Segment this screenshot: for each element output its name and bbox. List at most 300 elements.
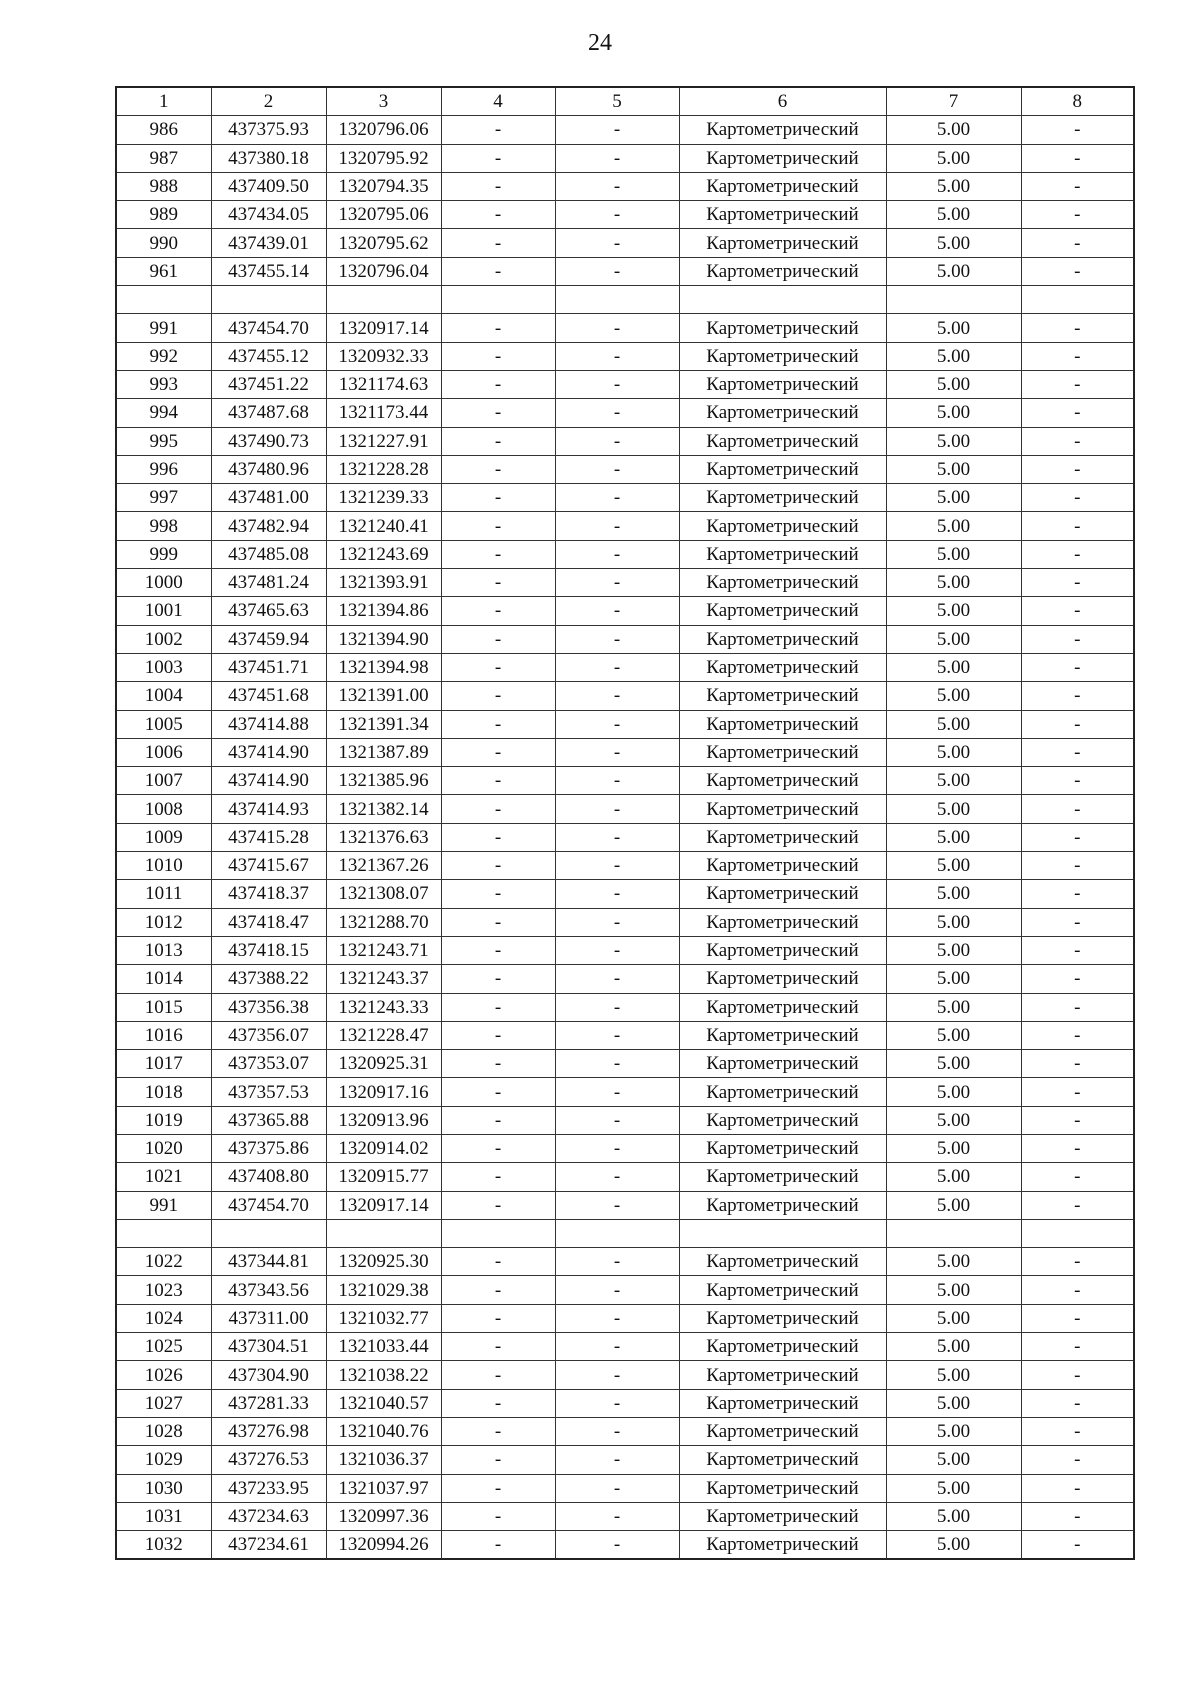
col5-cell: - xyxy=(555,1474,679,1502)
col5-cell: - xyxy=(555,653,679,681)
col8-cell xyxy=(1021,286,1134,314)
col4-cell: - xyxy=(441,653,555,681)
table-row xyxy=(116,342,1134,370)
x-coordinate-cell: 437276.53 xyxy=(211,1446,326,1474)
col8-cell: - xyxy=(1021,314,1134,342)
col5-cell xyxy=(555,286,679,314)
col8-cell: - xyxy=(1021,229,1134,257)
column-header-8: 8 xyxy=(1021,87,1134,116)
col4-cell: - xyxy=(441,314,555,342)
col4-cell: - xyxy=(441,569,555,597)
point-number-cell: 1005 xyxy=(116,710,211,738)
col8-cell: - xyxy=(1021,1361,1134,1389)
y-coordinate-cell: 1321173.44 xyxy=(326,399,441,427)
point-number-cell: 997 xyxy=(116,484,211,512)
col4-cell: - xyxy=(441,1134,555,1162)
y-coordinate-cell xyxy=(326,286,441,314)
table-row xyxy=(116,257,1134,285)
x-coordinate-cell: 437459.94 xyxy=(211,625,326,653)
col4-cell: - xyxy=(441,370,555,398)
col4-cell: - xyxy=(441,625,555,653)
accuracy-cell: 5.00 xyxy=(886,936,1021,964)
col5-cell: - xyxy=(555,1021,679,1049)
y-coordinate-cell: 1321308.07 xyxy=(326,880,441,908)
method-cell: Картометрический xyxy=(679,1276,886,1304)
table-row xyxy=(116,1333,1134,1361)
y-coordinate-cell: 1321394.90 xyxy=(326,625,441,653)
col8-cell: - xyxy=(1021,1389,1134,1417)
col4-cell: - xyxy=(441,455,555,483)
col4-cell: - xyxy=(441,880,555,908)
point-number-cell: 993 xyxy=(116,370,211,398)
point-number-cell: 1030 xyxy=(116,1474,211,1502)
table-row xyxy=(116,1531,1134,1560)
col8-cell: - xyxy=(1021,1446,1134,1474)
col4-cell: - xyxy=(441,908,555,936)
y-coordinate-cell: 1321391.34 xyxy=(326,710,441,738)
col4-cell: - xyxy=(441,1050,555,1078)
table-row xyxy=(116,908,1134,936)
x-coordinate-cell: 437388.22 xyxy=(211,965,326,993)
col5-cell: - xyxy=(555,172,679,200)
col8-cell: - xyxy=(1021,512,1134,540)
col4-cell: - xyxy=(441,1333,555,1361)
y-coordinate-cell: 1321385.96 xyxy=(326,767,441,795)
point-number-cell: 1013 xyxy=(116,936,211,964)
y-coordinate-cell: 1321243.37 xyxy=(326,965,441,993)
method-cell: Картометрический xyxy=(679,625,886,653)
col8-cell: - xyxy=(1021,880,1134,908)
accuracy-cell: 5.00 xyxy=(886,682,1021,710)
table-row xyxy=(116,795,1134,823)
method-cell: Картометрический xyxy=(679,936,886,964)
col4-cell xyxy=(441,286,555,314)
accuracy-cell: 5.00 xyxy=(886,314,1021,342)
point-number-cell: 990 xyxy=(116,229,211,257)
point-number-cell: 1017 xyxy=(116,1050,211,1078)
col4-cell: - xyxy=(441,1361,555,1389)
y-coordinate-cell: 1321029.38 xyxy=(326,1276,441,1304)
method-cell: Картометрический xyxy=(679,569,886,597)
col8-cell: - xyxy=(1021,172,1134,200)
accuracy-cell: 5.00 xyxy=(886,767,1021,795)
point-number-cell: 988 xyxy=(116,172,211,200)
col8-cell xyxy=(1021,1219,1134,1247)
point-number-cell: 1032 xyxy=(116,1531,211,1560)
x-coordinate-cell: 437380.18 xyxy=(211,144,326,172)
accuracy-cell: 5.00 xyxy=(886,993,1021,1021)
method-cell: Картометрический xyxy=(679,484,886,512)
point-number-cell: 987 xyxy=(116,144,211,172)
table-row xyxy=(116,314,1134,342)
x-coordinate-cell: 437356.38 xyxy=(211,993,326,1021)
point-number-cell: 961 xyxy=(116,257,211,285)
x-coordinate-cell: 437356.07 xyxy=(211,1021,326,1049)
accuracy-cell: 5.00 xyxy=(886,1106,1021,1134)
point-number-cell: 1008 xyxy=(116,795,211,823)
col4-cell: - xyxy=(441,1474,555,1502)
col5-cell: - xyxy=(555,569,679,597)
table-row xyxy=(116,852,1134,880)
col4-cell: - xyxy=(441,823,555,851)
x-coordinate-cell: 437451.71 xyxy=(211,653,326,681)
table-row xyxy=(116,201,1134,229)
x-coordinate-cell: 437454.70 xyxy=(211,314,326,342)
col8-cell: - xyxy=(1021,257,1134,285)
x-coordinate-cell: 437415.28 xyxy=(211,823,326,851)
table-row xyxy=(116,1191,1134,1219)
col8-cell: - xyxy=(1021,201,1134,229)
point-number-cell: 1011 xyxy=(116,880,211,908)
point-number-cell: 994 xyxy=(116,399,211,427)
y-coordinate-cell: 1321040.57 xyxy=(326,1389,441,1417)
accuracy-cell: 5.00 xyxy=(886,116,1021,144)
col4-cell: - xyxy=(441,738,555,766)
col8-cell: - xyxy=(1021,710,1134,738)
table-row xyxy=(116,682,1134,710)
table-row xyxy=(116,1304,1134,1332)
col5-cell: - xyxy=(555,1050,679,1078)
col5-cell: - xyxy=(555,965,679,993)
col5-cell: - xyxy=(555,795,679,823)
y-coordinate-cell: 1320795.62 xyxy=(326,229,441,257)
x-coordinate-cell: 437455.12 xyxy=(211,342,326,370)
col4-cell: - xyxy=(441,427,555,455)
point-number-cell: 1002 xyxy=(116,625,211,653)
accuracy-cell: 5.00 xyxy=(886,144,1021,172)
column-header-6: 6 xyxy=(679,87,886,116)
table-row xyxy=(116,1361,1134,1389)
col5-cell: - xyxy=(555,1417,679,1445)
table-row xyxy=(116,1106,1134,1134)
method-cell: Картометрический xyxy=(679,1248,886,1276)
table-spacer-row xyxy=(116,286,1134,314)
col8-cell: - xyxy=(1021,342,1134,370)
method-cell: Картометрический xyxy=(679,540,886,568)
col5-cell: - xyxy=(555,597,679,625)
col8-cell: - xyxy=(1021,738,1134,766)
col8-cell: - xyxy=(1021,625,1134,653)
col4-cell: - xyxy=(441,1417,555,1445)
point-number-cell: 1019 xyxy=(116,1106,211,1134)
col8-cell: - xyxy=(1021,1333,1134,1361)
y-coordinate-cell: 1321394.86 xyxy=(326,597,441,625)
col4-cell: - xyxy=(441,936,555,964)
x-coordinate-cell: 437414.93 xyxy=(211,795,326,823)
accuracy-cell: 5.00 xyxy=(886,880,1021,908)
point-number-cell: 996 xyxy=(116,455,211,483)
table-row xyxy=(116,1050,1134,1078)
x-coordinate-cell: 437415.67 xyxy=(211,852,326,880)
point-number-cell: 1031 xyxy=(116,1502,211,1530)
col8-cell: - xyxy=(1021,1078,1134,1106)
method-cell: Картометрический xyxy=(679,172,886,200)
accuracy-cell: 5.00 xyxy=(886,1050,1021,1078)
x-coordinate-cell: 437418.47 xyxy=(211,908,326,936)
point-number-cell xyxy=(116,286,211,314)
accuracy-cell: 5.00 xyxy=(886,370,1021,398)
col5-cell: - xyxy=(555,512,679,540)
col4-cell xyxy=(441,1219,555,1247)
method-cell: Картометрический xyxy=(679,257,886,285)
table-spacer-row xyxy=(116,1219,1134,1247)
col5-cell: - xyxy=(555,257,679,285)
table-row xyxy=(116,625,1134,653)
table-row xyxy=(116,1389,1134,1417)
x-coordinate-cell: 437304.90 xyxy=(211,1361,326,1389)
accuracy-cell: 5.00 xyxy=(886,965,1021,993)
col5-cell: - xyxy=(555,823,679,851)
table-row xyxy=(116,399,1134,427)
col5-cell: - xyxy=(555,993,679,1021)
table-row xyxy=(116,1248,1134,1276)
method-cell: Картометрический xyxy=(679,229,886,257)
col8-cell: - xyxy=(1021,767,1134,795)
table-row xyxy=(116,484,1134,512)
col8-cell: - xyxy=(1021,682,1134,710)
table-row xyxy=(116,455,1134,483)
col8-cell: - xyxy=(1021,455,1134,483)
table-row xyxy=(116,229,1134,257)
col4-cell: - xyxy=(441,144,555,172)
method-cell: Картометрический xyxy=(679,908,886,936)
method-cell: Картометрический xyxy=(679,795,886,823)
point-number-cell: 991 xyxy=(116,314,211,342)
y-coordinate-cell: 1320914.02 xyxy=(326,1134,441,1162)
accuracy-cell: 5.00 xyxy=(886,1389,1021,1417)
y-coordinate-cell: 1321391.00 xyxy=(326,682,441,710)
col8-cell: - xyxy=(1021,399,1134,427)
col4-cell: - xyxy=(441,257,555,285)
y-coordinate-cell: 1321032.77 xyxy=(326,1304,441,1332)
accuracy-cell: 5.00 xyxy=(886,1134,1021,1162)
y-coordinate-cell: 1321243.33 xyxy=(326,993,441,1021)
col5-cell: - xyxy=(555,399,679,427)
col5-cell: - xyxy=(555,682,679,710)
column-header-1: 1 xyxy=(116,87,211,116)
table-row xyxy=(116,540,1134,568)
x-coordinate-cell xyxy=(211,286,326,314)
x-coordinate-cell: 437375.86 xyxy=(211,1134,326,1162)
col4-cell: - xyxy=(441,512,555,540)
table-header-row xyxy=(116,87,1134,116)
method-cell: Картометрический xyxy=(679,1502,886,1530)
x-coordinate-cell: 437414.88 xyxy=(211,710,326,738)
column-header-2: 2 xyxy=(211,87,326,116)
method-cell: Картометрический xyxy=(679,767,886,795)
accuracy-cell: 5.00 xyxy=(886,1502,1021,1530)
col5-cell: - xyxy=(555,880,679,908)
accuracy-cell: 5.00 xyxy=(886,540,1021,568)
point-number-cell: 1001 xyxy=(116,597,211,625)
x-coordinate-cell: 437353.07 xyxy=(211,1050,326,1078)
col4-cell: - xyxy=(441,1276,555,1304)
method-cell: Картометрический xyxy=(679,965,886,993)
x-coordinate-cell: 437414.90 xyxy=(211,738,326,766)
table-row xyxy=(116,1163,1134,1191)
col8-cell: - xyxy=(1021,1191,1134,1219)
col5-cell: - xyxy=(555,540,679,568)
table-body xyxy=(116,87,1134,1559)
x-coordinate-cell: 437233.95 xyxy=(211,1474,326,1502)
col4-cell: - xyxy=(441,993,555,1021)
accuracy-cell: 5.00 xyxy=(886,795,1021,823)
method-cell: Картометрический xyxy=(679,1106,886,1134)
col5-cell: - xyxy=(555,936,679,964)
x-coordinate-cell: 437344.81 xyxy=(211,1248,326,1276)
x-coordinate-cell: 437485.08 xyxy=(211,540,326,568)
y-coordinate-cell: 1321243.69 xyxy=(326,540,441,568)
col8-cell: - xyxy=(1021,823,1134,851)
col8-cell: - xyxy=(1021,484,1134,512)
col8-cell: - xyxy=(1021,116,1134,144)
col8-cell: - xyxy=(1021,1050,1134,1078)
col8-cell: - xyxy=(1021,597,1134,625)
col4-cell: - xyxy=(441,1248,555,1276)
accuracy-cell: 5.00 xyxy=(886,823,1021,851)
table-row xyxy=(116,569,1134,597)
y-coordinate-cell: 1320795.06 xyxy=(326,201,441,229)
point-number-cell: 1009 xyxy=(116,823,211,851)
x-coordinate-cell: 437482.94 xyxy=(211,512,326,540)
accuracy-cell: 5.00 xyxy=(886,1078,1021,1106)
method-cell: Картометрический xyxy=(679,1163,886,1191)
x-coordinate-cell: 437439.01 xyxy=(211,229,326,257)
col5-cell: - xyxy=(555,370,679,398)
y-coordinate-cell: 1321174.63 xyxy=(326,370,441,398)
method-cell: Картометрический xyxy=(679,427,886,455)
point-number-cell: 1027 xyxy=(116,1389,211,1417)
point-number-cell: 989 xyxy=(116,201,211,229)
point-number-cell: 1023 xyxy=(116,1276,211,1304)
x-coordinate-cell: 437408.80 xyxy=(211,1163,326,1191)
col4-cell: - xyxy=(441,682,555,710)
y-coordinate-cell: 1320796.06 xyxy=(326,116,441,144)
table-row xyxy=(116,880,1134,908)
method-cell: Картометрический xyxy=(679,1134,886,1162)
accuracy-cell: 5.00 xyxy=(886,427,1021,455)
x-coordinate-cell: 437490.73 xyxy=(211,427,326,455)
point-number-cell: 998 xyxy=(116,512,211,540)
y-coordinate-cell: 1321227.91 xyxy=(326,427,441,455)
table-row xyxy=(116,710,1134,738)
point-number-cell: 1021 xyxy=(116,1163,211,1191)
table-row xyxy=(116,1134,1134,1162)
y-coordinate-cell: 1321228.28 xyxy=(326,455,441,483)
y-coordinate-cell: 1321387.89 xyxy=(326,738,441,766)
col4-cell: - xyxy=(441,1531,555,1560)
method-cell: Картометрический xyxy=(679,1417,886,1445)
y-coordinate-cell: 1321036.37 xyxy=(326,1446,441,1474)
col5-cell xyxy=(555,1219,679,1247)
method-cell: Картометрический xyxy=(679,1474,886,1502)
method-cell: Картометрический xyxy=(679,823,886,851)
point-number-cell: 986 xyxy=(116,116,211,144)
y-coordinate-cell: 1320917.14 xyxy=(326,314,441,342)
method-cell xyxy=(679,1219,886,1247)
col5-cell: - xyxy=(555,710,679,738)
accuracy-cell: 5.00 xyxy=(886,1163,1021,1191)
col4-cell: - xyxy=(441,795,555,823)
method-cell: Картометрический xyxy=(679,1191,886,1219)
y-coordinate-cell xyxy=(326,1219,441,1247)
table-row xyxy=(116,597,1134,625)
table-row xyxy=(116,1276,1134,1304)
col4-cell: - xyxy=(441,229,555,257)
x-coordinate-cell: 437304.51 xyxy=(211,1333,326,1361)
table-row xyxy=(116,1021,1134,1049)
table-row xyxy=(116,653,1134,681)
col5-cell: - xyxy=(555,144,679,172)
accuracy-cell: 5.00 xyxy=(886,1333,1021,1361)
accuracy-cell: 5.00 xyxy=(886,172,1021,200)
col4-cell: - xyxy=(441,116,555,144)
method-cell: Картометрический xyxy=(679,512,886,540)
col8-cell: - xyxy=(1021,852,1134,880)
y-coordinate-cell: 1321240.41 xyxy=(326,512,441,540)
method-cell: Картометрический xyxy=(679,455,886,483)
y-coordinate-cell: 1321040.76 xyxy=(326,1417,441,1445)
col4-cell: - xyxy=(441,1304,555,1332)
x-coordinate-cell: 437365.88 xyxy=(211,1106,326,1134)
y-coordinate-cell: 1321376.63 xyxy=(326,823,441,851)
table-row xyxy=(116,1474,1134,1502)
table-row xyxy=(116,116,1134,144)
col5-cell: - xyxy=(555,1078,679,1106)
method-cell: Картометрический xyxy=(679,1021,886,1049)
y-coordinate-cell: 1321038.22 xyxy=(326,1361,441,1389)
point-number-cell: 1014 xyxy=(116,965,211,993)
point-number-cell: 1026 xyxy=(116,1361,211,1389)
x-coordinate-cell: 437343.56 xyxy=(211,1276,326,1304)
y-coordinate-cell: 1320932.33 xyxy=(326,342,441,370)
col4-cell: - xyxy=(441,484,555,512)
point-number-cell: 999 xyxy=(116,540,211,568)
y-coordinate-cell: 1320795.92 xyxy=(326,144,441,172)
col4-cell: - xyxy=(441,852,555,880)
method-cell: Картометрический xyxy=(679,852,886,880)
x-coordinate-cell: 437487.68 xyxy=(211,399,326,427)
point-number-cell: 991 xyxy=(116,1191,211,1219)
y-coordinate-cell: 1320796.04 xyxy=(326,257,441,285)
table-row xyxy=(116,993,1134,1021)
accuracy-cell: 5.00 xyxy=(886,512,1021,540)
method-cell: Картометрический xyxy=(679,370,886,398)
accuracy-cell: 5.00 xyxy=(886,455,1021,483)
method-cell: Картометрический xyxy=(679,1446,886,1474)
col8-cell: - xyxy=(1021,1276,1134,1304)
column-header-7: 7 xyxy=(886,87,1021,116)
accuracy-cell: 5.00 xyxy=(886,1191,1021,1219)
col4-cell: - xyxy=(441,342,555,370)
point-number-cell: 1007 xyxy=(116,767,211,795)
page-number: 24 xyxy=(588,30,612,56)
col4-cell: - xyxy=(441,1106,555,1134)
col8-cell: - xyxy=(1021,1106,1134,1134)
x-coordinate-cell: 437234.63 xyxy=(211,1502,326,1530)
col4-cell: - xyxy=(441,767,555,795)
col8-cell: - xyxy=(1021,1531,1134,1560)
col5-cell: - xyxy=(555,1248,679,1276)
accuracy-cell: 5.00 xyxy=(886,1531,1021,1560)
method-cell: Картометрический xyxy=(679,1304,886,1332)
method-cell: Картометрический xyxy=(679,653,886,681)
x-coordinate-cell: 437276.98 xyxy=(211,1417,326,1445)
col5-cell: - xyxy=(555,201,679,229)
col4-cell: - xyxy=(441,1078,555,1106)
col5-cell: - xyxy=(555,908,679,936)
col8-cell: - xyxy=(1021,653,1134,681)
